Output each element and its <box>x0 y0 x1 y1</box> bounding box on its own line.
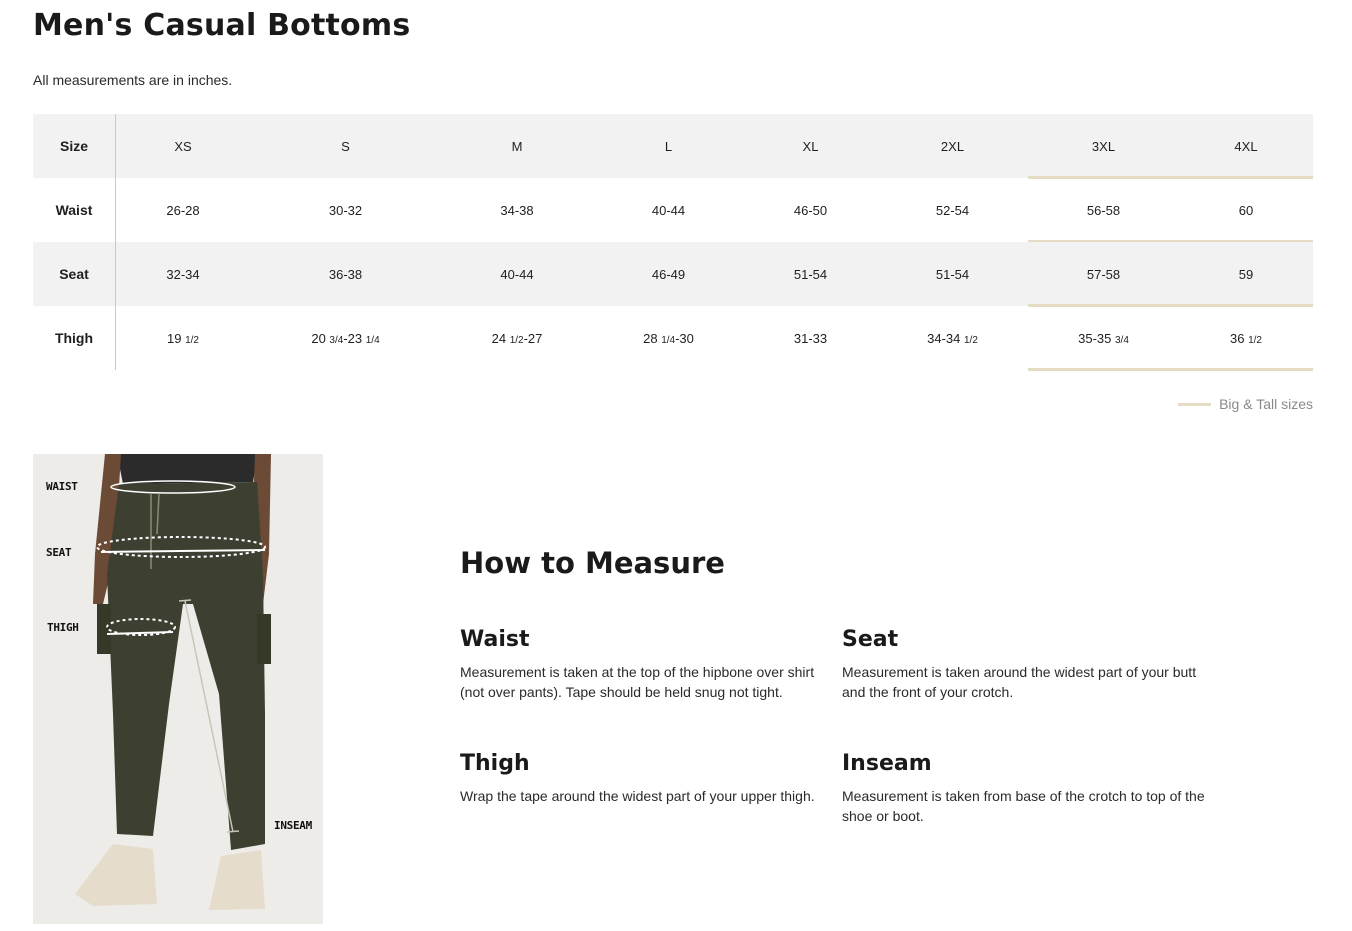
page-title: Men's Casual Bottoms <box>33 8 411 43</box>
table-row-waist <box>33 178 1313 242</box>
tip-text: Wrap the tape around the widest part of your upper thigh. <box>460 788 815 804</box>
measurement-photo <box>33 454 323 924</box>
tip-inseam <box>842 751 1212 826</box>
table-cell: 19 1/2 <box>167 330 199 346</box>
big-tall-legend <box>1178 396 1313 412</box>
table-cell: 24 1/2-27 <box>491 330 543 346</box>
table-cell: 30-32 <box>328 202 363 218</box>
table-cell: 46-49 <box>651 266 686 282</box>
legend-swatch <box>1178 403 1211 406</box>
table-cell: 26-28 <box>166 202 200 218</box>
table-cell: 34-34 1/2 <box>927 330 978 346</box>
table-row-thigh <box>33 306 1313 370</box>
row-header-seat: Seat <box>33 242 116 306</box>
photo-label-seat: SEAT <box>46 546 72 559</box>
table-cell: 52-54 <box>935 202 970 218</box>
size-header: 4XL <box>1234 138 1258 154</box>
size-header: M <box>511 138 523 154</box>
table-cell: 35-35 3/4 <box>1078 330 1129 346</box>
big-tall-marker <box>1028 368 1313 371</box>
tip-thigh <box>460 751 830 806</box>
pants-illustration <box>33 454 323 924</box>
photo-label-thigh: THIGH <box>47 621 79 634</box>
row-header-size: Size <box>33 114 116 178</box>
table-cell: 51-54 <box>935 266 970 282</box>
size-header: XS <box>174 138 192 154</box>
table-cell: 34-38 <box>500 202 534 218</box>
table-cell: 20 3/4-23 1/4 <box>311 330 380 346</box>
how-to-measure-title: How to Measure <box>460 546 725 580</box>
row-header-waist: Waist <box>33 178 116 242</box>
table-cell: 51-54 <box>793 266 828 282</box>
table-cell: 56-58 <box>1086 202 1121 218</box>
photo-label-inseam: INSEAM <box>274 819 312 832</box>
tip-text: Measurement is taken from base of the crotch to top of the shoe or boot. <box>842 788 1205 824</box>
tip-title: Thigh <box>460 751 530 776</box>
table-cell: 28 1/4-30 <box>643 330 694 346</box>
size-header: 3XL <box>1091 138 1116 154</box>
tip-text: Measurement is taken at the top of the hipbone over shirt (not over pants). Tape should be held snug not tight. <box>460 664 815 700</box>
size-header: S <box>341 138 350 154</box>
table-cell: 40-44 <box>651 202 686 218</box>
table-cell: 32-34 <box>166 266 200 282</box>
table-cell: 36-38 <box>328 266 363 282</box>
size-header: XL <box>802 138 819 154</box>
table-cell: 60 <box>1238 202 1254 218</box>
tip-waist <box>460 627 830 702</box>
legend-label: Big & Tall sizes <box>1219 396 1313 412</box>
table-row-seat <box>33 242 1313 306</box>
tip-title: Inseam <box>842 751 932 776</box>
tip-title: Seat <box>842 627 899 652</box>
table-cell: 57-58 <box>1086 266 1121 282</box>
photo-label-waist: WAIST <box>46 480 78 493</box>
size-header: 2XL <box>940 138 965 154</box>
size-chart-table <box>33 114 1313 370</box>
units-note: All measurements are in inches. <box>33 72 233 88</box>
tip-seat <box>842 627 1212 702</box>
table-cell: 59 <box>1238 266 1254 282</box>
table-header-row <box>33 114 1313 178</box>
table-cell: 46-50 <box>793 202 828 218</box>
table-cell: 36 1/2 <box>1230 330 1262 346</box>
tip-title: Waist <box>460 627 530 652</box>
table-cell: 31-33 <box>793 330 828 346</box>
table-cell: 40-44 <box>500 266 534 282</box>
row-header-thigh: Thigh <box>33 306 116 370</box>
size-header: L <box>664 138 673 154</box>
tip-text: Measurement is taken around the widest part of your butt and the front of your crotch. <box>842 664 1197 700</box>
